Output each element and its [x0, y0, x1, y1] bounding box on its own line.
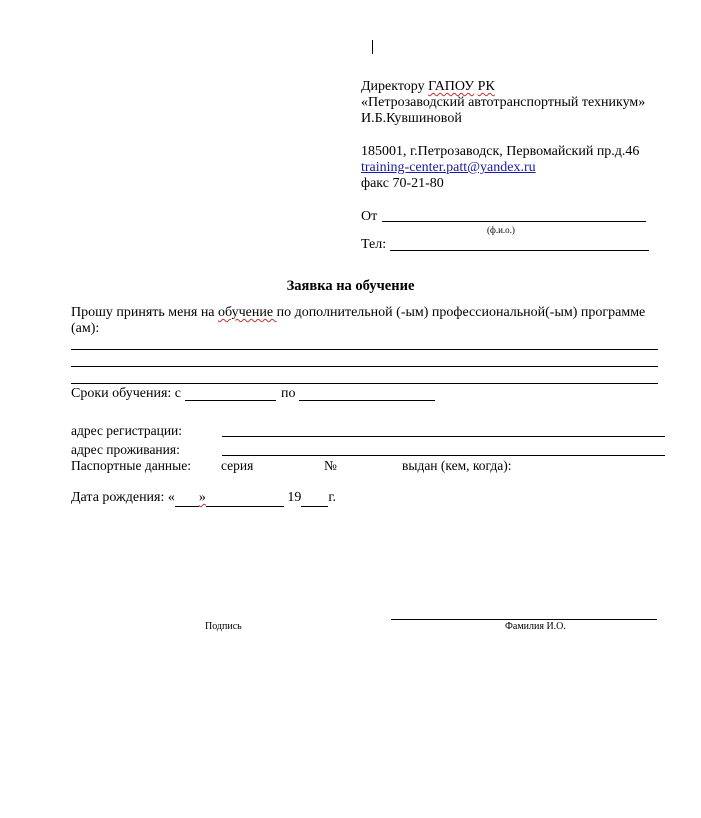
fax-line: факс 70-21-80 [361, 176, 444, 191]
addressee-org: ГАПОУ [428, 79, 475, 94]
program-line-3[interactable] [71, 383, 658, 384]
birth-month-field[interactable] [206, 490, 284, 507]
text-cursor [372, 40, 373, 54]
page-title: Заявка на обучение [286, 278, 415, 294]
request-text-word: обучение [218, 305, 277, 320]
phone-label: Тел: [361, 237, 387, 252]
phone-line[interactable] [390, 250, 649, 251]
address-line: 185001, г.Петрозаводск, Первомайский пр.д.46 [361, 144, 640, 159]
birth-year-field[interactable] [301, 490, 328, 507]
signature-label: Подпись [205, 621, 242, 632]
signature-name-line[interactable] [391, 619, 657, 620]
request-line-1 [71, 305, 645, 321]
birth-year-prefix: 19 [287, 490, 302, 505]
birth-quote-close: » [198, 490, 206, 505]
request-line-2: (ам): [71, 321, 100, 336]
terms-label: Сроки обучения: с [71, 386, 182, 401]
request-text-before: Прошу принять меня на [71, 305, 219, 320]
residence-label: адрес проживания: [71, 442, 180, 457]
residence-line[interactable] [222, 455, 665, 456]
registration-label: адрес регистрации: [71, 423, 183, 438]
fio-hint: (ф.и.о.) [487, 225, 515, 235]
birth-date-label: Дата рождения: « [71, 490, 175, 505]
birth-year-suffix: г. [328, 490, 337, 505]
passport-issued-label: выдан (кем, когда): [402, 458, 512, 473]
addressee-line-2: «Петрозаводский автотранспортный техникум» [361, 95, 646, 110]
program-line-1[interactable] [71, 349, 658, 350]
terms-end-line[interactable] [299, 400, 435, 401]
passport-number-label: № [324, 458, 337, 473]
from-name-line[interactable] [382, 221, 646, 222]
terms-start-line[interactable] [185, 400, 276, 401]
request-text-after: по дополнительной (-ым) профессиональной(-ым) программе [276, 305, 646, 320]
from-label: От [361, 209, 378, 224]
registration-line[interactable] [222, 436, 665, 437]
email-link-text[interactable]: training-center.patt@yandex.ru [361, 160, 536, 175]
terms-to-label: по [281, 386, 296, 401]
full-name-label: Фамилия И.О. [505, 621, 566, 632]
addressee-region: РК [477, 79, 495, 94]
addressee-line-1 [361, 79, 495, 95]
email-link[interactable] [361, 160, 536, 176]
addressee-line-3: И.Б.Кувшиновой [361, 111, 462, 126]
passport-label: Паспортные данные: [71, 458, 191, 473]
birth-date-row [71, 490, 336, 507]
addressee-prefix: Директору [361, 79, 425, 94]
program-line-2[interactable] [71, 366, 658, 367]
passport-series-label: серия [221, 458, 254, 473]
birth-day-field[interactable] [175, 490, 199, 507]
